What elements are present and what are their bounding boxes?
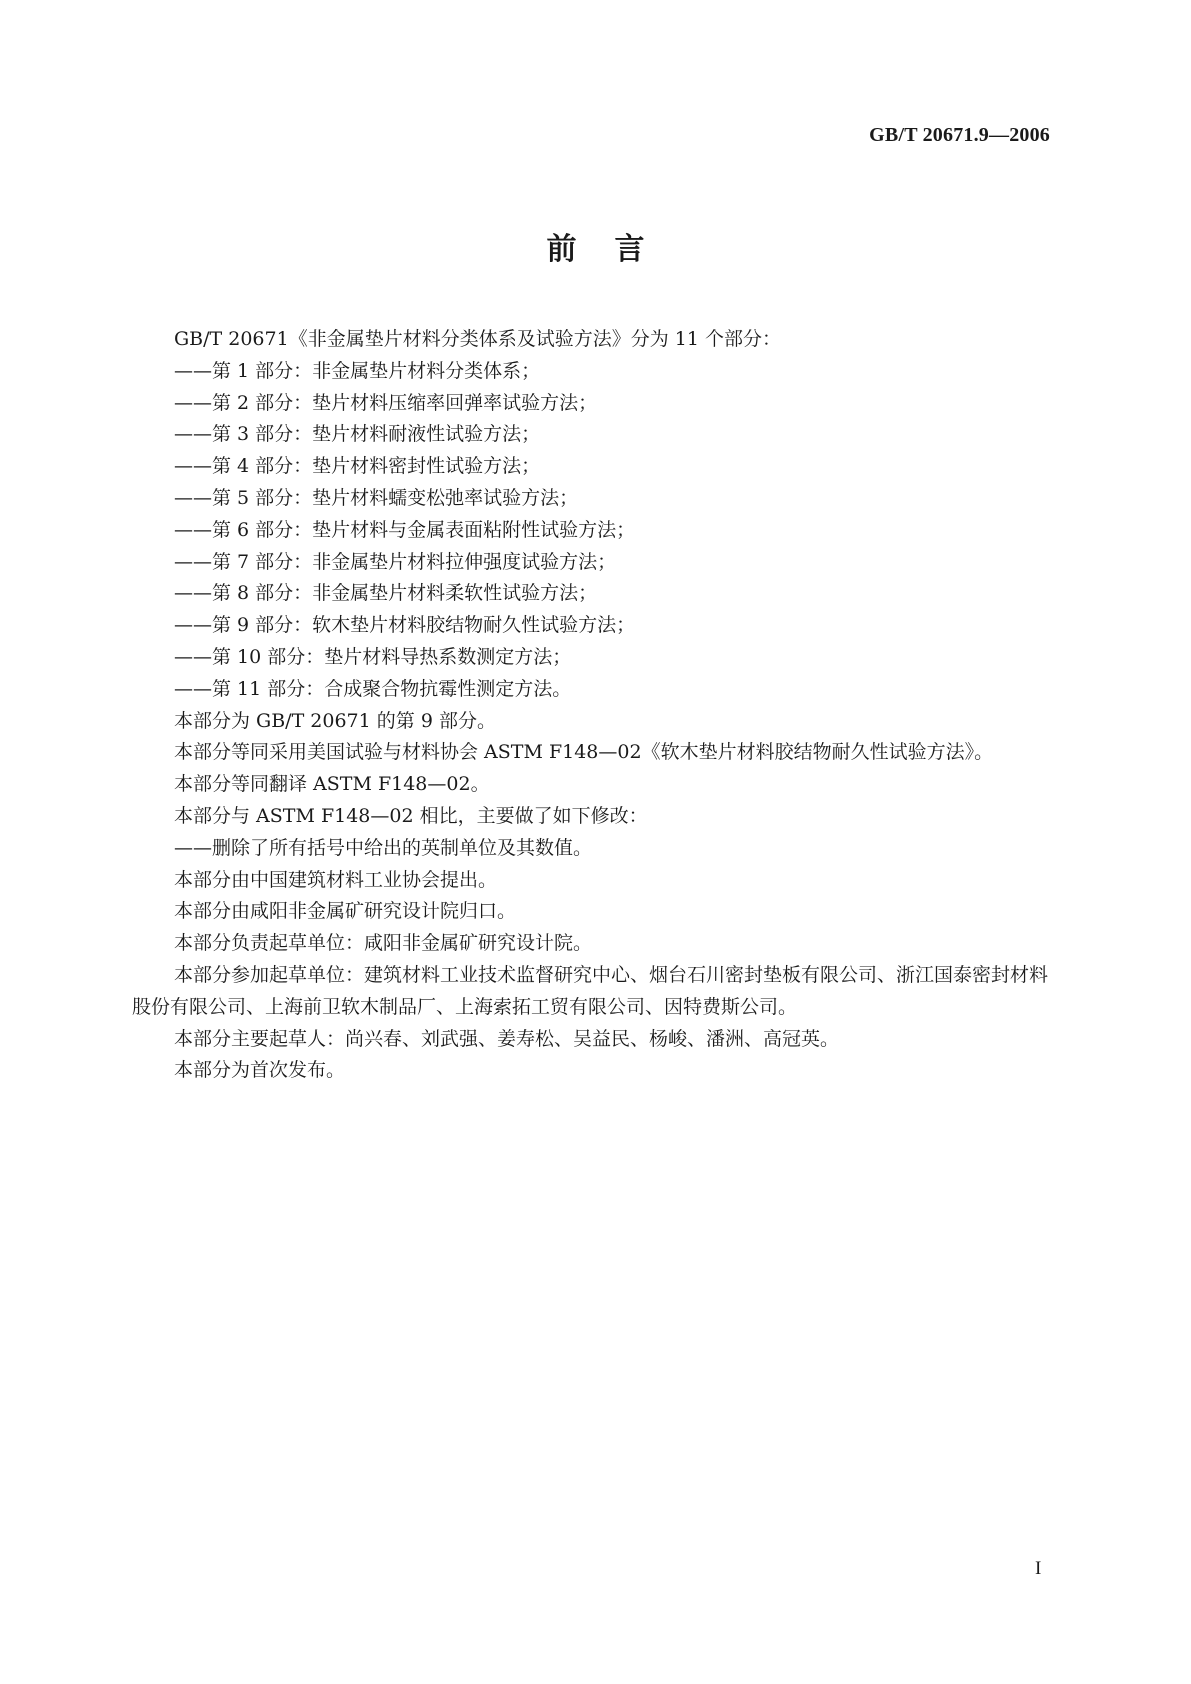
foreword-body xyxy=(132,324,1055,1087)
paragraph-translation: 本部分等同翻译 ASTM F148—02。 xyxy=(174,773,490,796)
page-title: 前言 xyxy=(546,232,683,267)
paragraph-adoption: 本部分等同采用美国试验与材料协会 ASTM F148—02《软木垫片材料胶结物耐久性试验方法》。 xyxy=(174,741,994,764)
list-item-part-1: ——第 1 部分：非金属垫片材料分类体系； xyxy=(174,359,541,382)
list-item-part-7: ——第 7 部分：非金属垫片材料拉伸强度试验方法； xyxy=(174,550,617,573)
list-item-part-3: ——第 3 部分：垫片材料耐液性试验方法； xyxy=(174,423,541,446)
list-item-part-9: ——第 9 部分：软木垫片材料胶结物耐久性试验方法； xyxy=(174,614,636,637)
list-item-part-10: ——第 10 部分：垫片材料导热系数测定方法； xyxy=(174,645,572,668)
paragraph-drafting-unit: 本部分负责起草单位：咸阳非金属矿研究设计院。 xyxy=(174,932,593,955)
paragraph-intro: GB/T 20671《非金属垫片材料分类体系及试验方法》分为 11 个部分： xyxy=(174,328,781,350)
list-item-part-6: ——第 6 部分：垫片材料与金属表面粘附性试验方法； xyxy=(174,518,636,541)
paragraph-proposer: 本部分由中国建筑材料工业协会提出。 xyxy=(174,868,498,891)
list-item-part-8: ——第 8 部分：非金属垫片材料柔软性试验方法； xyxy=(174,582,598,605)
list-item-modification: ——删除了所有括号中给出的英制单位及其数值。 xyxy=(174,836,593,859)
paragraph-participating-units: 本部分参加起草单位：建筑材料工业技术监督研究中心、烟台石川密封垫板有限公司、浙江国泰密封材料股份有限公司、上海前卫软木制品厂、上海索拓工贸有限公司、因特费斯公司。 xyxy=(132,963,1049,1018)
standard-number: GB/T 20671.9—2006 xyxy=(869,124,1050,146)
list-item-part-2: ——第 2 部分：垫片材料压缩率回弹率试验方法； xyxy=(174,391,598,414)
paragraph-centralized: 本部分由咸阳非金属矿研究设计院归口。 xyxy=(174,900,517,923)
paragraph-first-release: 本部分为首次发布。 xyxy=(174,1059,346,1082)
list-item-part-4: ——第 4 部分：垫片材料密封性试验方法； xyxy=(174,455,541,478)
paragraph-part-statement: 本部分为 GB/T 20671 的第 9 部分。 xyxy=(174,709,496,732)
paragraph-drafters: 本部分主要起草人：尚兴春、刘武强、姜寿松、吴益民、杨峻、潘洲、高冠英。 xyxy=(174,1027,840,1050)
paragraph-modifications: 本部分与 ASTM F148—02 相比，主要做了如下修改： xyxy=(174,804,648,827)
list-item-part-5: ——第 5 部分：垫片材料蠕变松弛率试验方法； xyxy=(174,486,579,509)
list-item-part-11: ——第 11 部分：合成聚合物抗霉性测定方法。 xyxy=(174,677,572,700)
page-number: I xyxy=(1035,1558,1042,1579)
